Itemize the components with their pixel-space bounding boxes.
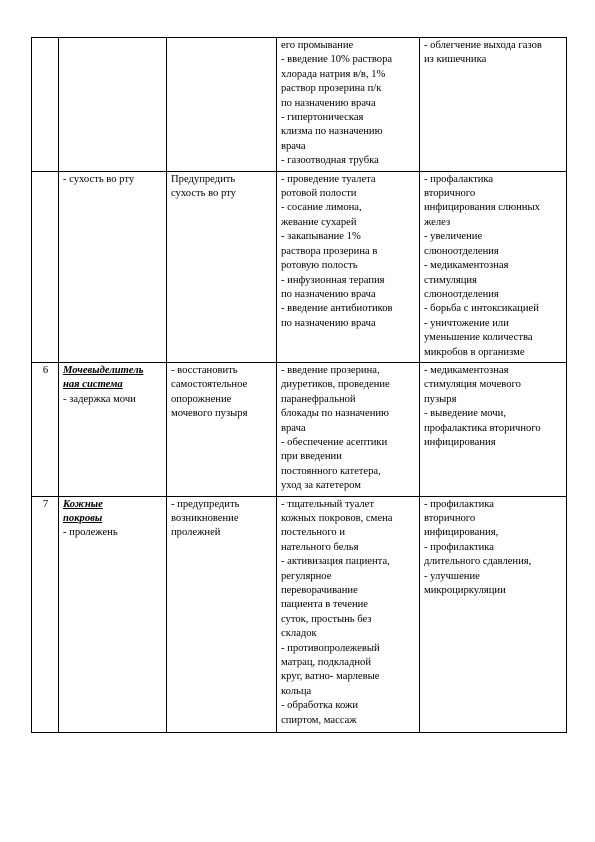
- goal-text: - предупредить: [171, 498, 240, 510]
- intervention-text: - газоотводная трубка: [281, 155, 379, 167]
- intervention-text: хлорада натрия в/в, 1%: [281, 68, 386, 80]
- intervention-text: матрац, подкладной: [281, 657, 371, 669]
- rationale-text: стимуляция мочевого: [424, 379, 521, 391]
- goal-cell: [167, 362, 277, 496]
- row-number: 7: [42, 498, 49, 510]
- rationale-text: - уничтожение или: [424, 317, 509, 329]
- table-row: [32, 362, 567, 496]
- intervention-text: - тщательный туалет: [281, 498, 375, 510]
- rationale-cell: [420, 496, 567, 732]
- problem-text: - задержка мочи: [63, 393, 136, 405]
- goal-cell: [167, 496, 277, 732]
- intervention-text: складок: [281, 628, 317, 640]
- problem-text: - сухость во рту: [63, 173, 135, 185]
- goal-text: - восстановить: [171, 364, 238, 376]
- intervention-text: спиртом, массаж: [281, 714, 357, 726]
- intervention-text: ротовую полость: [281, 260, 358, 272]
- intervention-text: ротовой полости: [281, 188, 357, 200]
- intervention-text: - гипертоническая: [281, 112, 364, 124]
- intervention-text: - обработка кожи: [281, 700, 359, 712]
- intervention-text: - обеспечение асептики: [281, 436, 388, 448]
- rationale-text: пузыря: [424, 393, 457, 405]
- intervention-text: - сосание лимона,: [281, 202, 362, 214]
- rationale-text: - увеличение: [424, 231, 483, 243]
- intervention-text: жевание сухарей: [281, 216, 357, 228]
- table-row: [32, 38, 567, 172]
- intervention-text: - инфузионная терапия: [281, 274, 385, 286]
- problem-text: - пролежень: [63, 527, 118, 539]
- goal-text: мочевого пузыря: [171, 408, 248, 420]
- intervention-text: нательного белья: [281, 541, 359, 553]
- problem-cell: [59, 171, 167, 362]
- intervention-text: круг, ватно- марлевые: [281, 671, 380, 683]
- problem-cell: [59, 38, 167, 172]
- rationale-cell: [420, 362, 567, 496]
- intervention-text: по назначению врача: [281, 317, 376, 329]
- rationale-cell: [420, 171, 567, 362]
- row-number-cell: [32, 362, 59, 496]
- intervention-text: блокады по назначению: [281, 408, 389, 420]
- care-plan-table: [31, 37, 567, 733]
- goal-text: опорожнение: [171, 393, 232, 405]
- intervention-text: врача: [281, 422, 306, 434]
- goal-text: самостоятельное: [171, 379, 248, 391]
- row-number-cell: [32, 496, 59, 732]
- rationale-text: - медикаментозная: [424, 364, 509, 376]
- system-heading: Мочевыделитель: [63, 364, 144, 376]
- rationale-text: - выведение мочи,: [424, 408, 506, 420]
- rationale-text: желез: [424, 216, 451, 228]
- intervention-text: - закапывание 1%: [281, 231, 361, 243]
- rationale-text: - борьба с интоксикацией: [424, 303, 539, 315]
- rationale-text: уменьшение количества: [424, 332, 533, 344]
- intervention-text: раствор прозерина п/к: [281, 83, 382, 95]
- goal-text: пролежней: [171, 527, 221, 539]
- rationale-text: микробов в организме: [424, 346, 525, 358]
- intervention-text: - введение прозерина,: [281, 364, 380, 376]
- intervention-text: регулярное: [281, 570, 332, 582]
- rationale-text: длительного сдавления,: [424, 556, 532, 568]
- row-number: 6: [42, 364, 49, 376]
- intervention-text: - введение антибиотиков: [281, 303, 393, 315]
- system-heading: ная система: [63, 379, 123, 391]
- intervention-text: раствора прозерина в: [281, 245, 378, 257]
- intervention-text: врача: [281, 140, 306, 152]
- intervention-text: - активизация пациента,: [281, 556, 390, 568]
- system-heading: покровы: [63, 513, 103, 524]
- rationale-text: слюноотделения: [424, 288, 499, 300]
- intervention-text: постельного и: [281, 527, 346, 539]
- intervention-cell: [277, 171, 420, 362]
- rationale-cell: [420, 38, 567, 172]
- intervention-text: по назначению врача: [281, 97, 376, 109]
- intervention-cell: [277, 38, 420, 172]
- row-number-cell: [32, 171, 59, 362]
- system-heading: Кожные: [63, 498, 103, 510]
- rationale-text: слюноотделения: [424, 245, 499, 257]
- care-plan-table-body: [32, 38, 567, 733]
- rationale-text: инфицирования слюнных: [424, 202, 540, 214]
- row-number-cell: [32, 38, 59, 172]
- rationale-text: стимуляция: [424, 274, 477, 286]
- rationale-text: инфицирования,: [424, 527, 499, 539]
- rationale-text: - облегчение выхода газов: [424, 40, 542, 51]
- goal-text: сухость во рту: [171, 188, 236, 200]
- intervention-text: - противопролежевый: [281, 642, 380, 654]
- problem-cell: [59, 496, 167, 732]
- intervention-cell: [277, 496, 420, 732]
- goal-text: возникновение: [171, 513, 239, 524]
- intervention-cell: [277, 362, 420, 496]
- intervention-text: клизма по назначению: [281, 126, 383, 138]
- rationale-text: - профилактика: [424, 541, 494, 553]
- rationale-text: - профалактика: [424, 173, 494, 185]
- goal-text: Предупредить: [171, 173, 236, 185]
- rationale-text: - медикаментозная: [424, 260, 509, 272]
- intervention-text: суток, простынь без: [281, 613, 372, 625]
- intervention-text: - проведение туалета: [281, 173, 376, 185]
- intervention-text: - введение 10% раствора: [281, 54, 393, 66]
- rationale-text: - профилактика: [424, 498, 494, 510]
- intervention-text: паранефральной: [281, 393, 356, 405]
- intervention-text: его промывание: [281, 40, 354, 51]
- rationale-text: вторичного: [424, 188, 476, 200]
- intervention-text: пациента в течение: [281, 599, 368, 611]
- intervention-text: диуретиков, проведение: [281, 379, 390, 391]
- rationale-text: инфицирования: [424, 436, 496, 448]
- rationale-text: профалактика вторичного: [424, 422, 541, 434]
- problem-cell: [59, 362, 167, 496]
- table-row: [32, 171, 567, 362]
- rationale-text: микроциркуляции: [424, 585, 506, 597]
- goal-cell: [167, 171, 277, 362]
- intervention-text: уход за катетером: [281, 480, 361, 492]
- rationale-text: вторичного: [424, 513, 476, 524]
- intervention-text: постоянного катетера,: [281, 465, 381, 477]
- goal-cell: [167, 38, 277, 172]
- intervention-text: кольца: [281, 685, 312, 697]
- intervention-text: кожных покровов, смена: [281, 513, 393, 524]
- rationale-text: из кишечника: [424, 54, 487, 66]
- rationale-text: - улучшение: [424, 570, 480, 582]
- table-row: [32, 496, 567, 732]
- intervention-text: при введении: [281, 451, 342, 463]
- intervention-text: по назначению врача: [281, 288, 376, 300]
- intervention-text: переворачивание: [281, 585, 358, 597]
